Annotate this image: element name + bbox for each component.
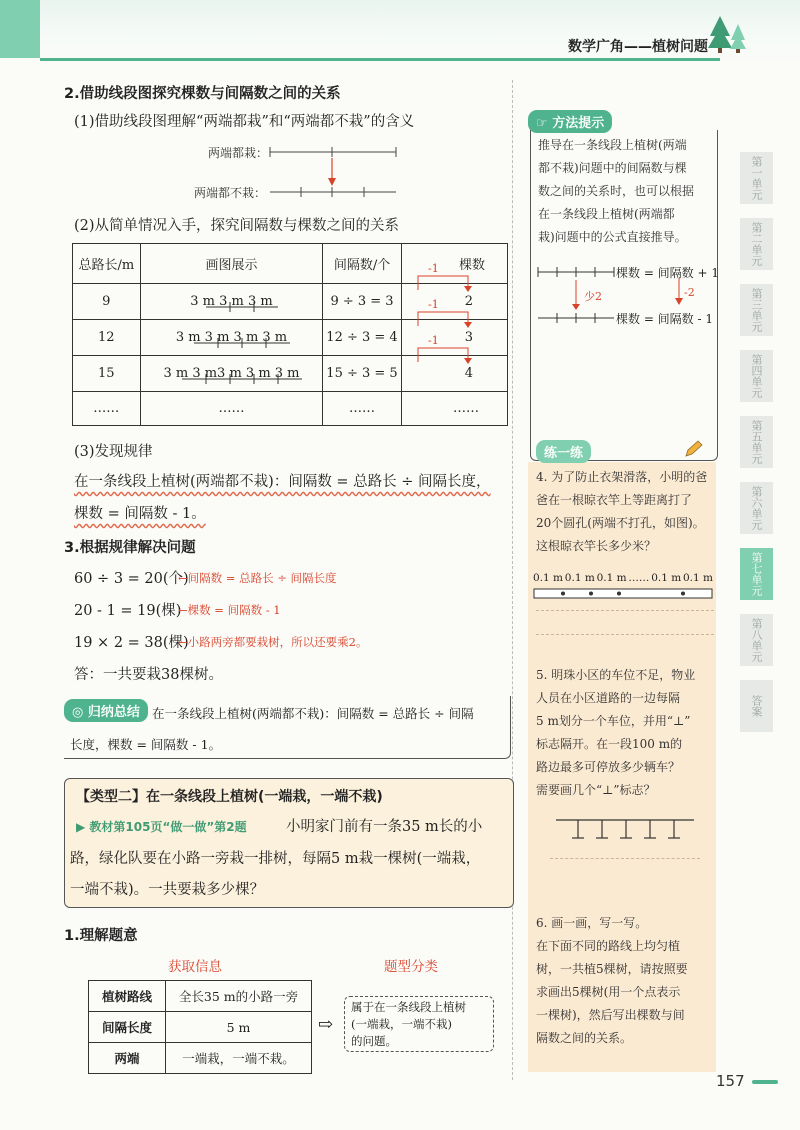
answer-line (536, 634, 714, 635)
label-no-ends: 两端都不栽： (194, 186, 267, 200)
minus-one-label: -1 (428, 334, 439, 347)
hand-icon: ☞ (536, 116, 553, 131)
classify-line: (一端栽，一端不栽) (351, 1017, 452, 1031)
info-value: 一端栽，一端不栽。 (166, 1043, 312, 1074)
cell-trees: 2 (401, 284, 507, 320)
method-text (538, 134, 714, 249)
less2-label: 少2 (584, 290, 602, 303)
q4-line: 爸在一根晾衣竿上等距离打了 (536, 493, 693, 507)
cell-len: …… (73, 392, 141, 426)
step1: 60 ÷ 3 = 20(个) (74, 571, 189, 587)
summary-tag-icon: ◎ (72, 705, 88, 720)
step2: 20 - 1 = 19(棵) (74, 603, 182, 619)
q6-line: 隔数之间的关系。 (536, 1031, 633, 1045)
type2-ref: ▶ 教材第105页“做一做”第2题 (76, 820, 247, 834)
draw-label: 3 m 3 m 3 m (190, 294, 273, 309)
method-line: 栽)问题中的公式直接推导。 (538, 230, 687, 244)
cell-calc: …… (323, 392, 401, 426)
minus-one-arrows (410, 256, 480, 376)
cell-draw: …… (140, 392, 323, 426)
minus2-label: -2 (684, 286, 695, 299)
q4-label: …… (628, 572, 650, 584)
q4-label: 0.1 m (596, 572, 627, 584)
column-divider (512, 80, 514, 1080)
rule-line2: 棵数 = 间隔数 - 1。 (74, 506, 206, 522)
type2-line1: 小明家门前有一条35 m长的小 (286, 819, 483, 835)
q5-text (536, 664, 714, 802)
tab-unit-6[interactable]: 第六单元 (740, 482, 773, 534)
q4-label: 0.1 m (651, 572, 682, 584)
q4-labels (533, 572, 713, 584)
cell-len: 12 (73, 320, 141, 356)
header-title: 数学广角——植树问题 (568, 39, 708, 55)
q5-line: 标志隔开。在一段100 m的 (536, 737, 683, 751)
formula2: 棵数 = 间隔数 - 1 (616, 312, 714, 326)
cell-calc: 15 ÷ 3 = 5 (323, 356, 401, 392)
tab-unit-8[interactable]: 第八单元 (740, 614, 773, 666)
type2-title: 【类型二】在一条线段上植树(一端栽，一端不栽) (76, 789, 383, 805)
tab-unit-7[interactable]: 第七单元 (740, 548, 773, 600)
info-label: 获取信息 (168, 959, 222, 975)
page-number-bar (752, 1080, 778, 1084)
tab-unit-5[interactable]: 第五单元 (740, 416, 773, 468)
draw-label: 3 m 3 m 3 m 3 m (175, 330, 288, 345)
info-key: 植树路线 (89, 981, 166, 1012)
q6-text (536, 912, 714, 1050)
info-table (88, 980, 312, 1074)
step3: 19 × 2 = 38(棵) (74, 635, 189, 651)
answer: 答：一共要栽38棵树。 (74, 667, 223, 683)
tab-unit-2[interactable]: 第二单元 (740, 218, 773, 270)
formula1: 棵数 = 间隔数 + 1 (616, 266, 720, 280)
draw-label: 3 m 3 m3 m 3 m 3 m (163, 366, 300, 381)
cell-calc: 9 ÷ 3 = 3 (323, 284, 401, 320)
method-line: 在一条线段上植树(两端都 (538, 207, 675, 221)
tab-unit-1[interactable]: 第一单元 (740, 152, 773, 204)
page-number: 157 (716, 1072, 745, 1090)
q6-line: 树，一共植5棵树，请按照要 (536, 962, 688, 976)
q4-label: 0.1 m (682, 572, 713, 584)
minus-one-label: -1 (428, 262, 439, 275)
q5-line: 路边最多可停放多少辆车？ (536, 760, 681, 774)
th-length: 总路长/m (73, 244, 141, 284)
cell-calc: 12 ÷ 3 = 4 (323, 320, 401, 356)
q5-line: 5 m划分一个车位，并用“⊥” (536, 714, 691, 728)
summary-tag (64, 699, 148, 722)
q6-line: 6. 画一画，写一写。 (536, 916, 648, 930)
classify-line: 的问题。 (351, 1034, 397, 1048)
method-segments (536, 262, 616, 332)
table-segment-drawings (142, 283, 338, 393)
section2-title: 2.借助线段图探究棵数与间隔数之间的关系 (64, 86, 341, 102)
cell-len: 9 (73, 284, 141, 320)
method-line: 数之间的关系时，也可以根据 (538, 184, 695, 198)
parking-mark-diagram (550, 814, 700, 844)
header-color-bar (0, 0, 40, 58)
th-intervals: 间隔数/个 (323, 244, 401, 284)
answer-line (550, 858, 700, 859)
info-key: 两端 (89, 1043, 166, 1074)
cell-trees: 4 (401, 356, 507, 392)
q4-label: 0.1 m (533, 572, 563, 584)
q6-line: 一棵树)，然后写出棵数与间 (536, 1008, 685, 1022)
step1-note: ←间隔数 = 总路长 ÷ 间隔长度 (178, 571, 337, 585)
method-line: 都不栽)问题中的间隔数与棵 (538, 161, 687, 175)
minus-one-label: -1 (428, 298, 439, 311)
q4-line: 4. 为了防止衣架滑落，小明的爸 (536, 470, 708, 484)
clothes-pole-diagram (533, 587, 713, 601)
q4-label: 0.1 m (564, 572, 595, 584)
tab-unit-4[interactable]: 第四单元 (740, 350, 773, 402)
q4-line: 这根晾衣竿长多少米？ (536, 539, 657, 553)
tab-unit-3[interactable]: 第三单元 (740, 284, 773, 336)
info-value: 全长35 m的小路一旁 (166, 981, 312, 1012)
classify-box (344, 996, 494, 1052)
type2-line3: 一端不栽)。一共要栽多少棵？ (70, 882, 265, 898)
arrow-right-icon: ⇨ (318, 1014, 334, 1035)
label-both-ends: 两端都栽： (208, 146, 269, 160)
section2-sub2: (2)从简单情况入手，探究间隔数与棵数之间的关系 (74, 218, 400, 234)
summary-tag-label: 归纳总结 (87, 705, 140, 720)
th-trees: 棵数 (401, 244, 507, 284)
cell-len: 15 (73, 356, 141, 392)
q5-line: 人员在小区道路的一边每隔 (536, 691, 681, 705)
cell-trees: …… (401, 392, 507, 426)
segment-no-ends (268, 184, 398, 200)
method-tag-label: 方法提示 (552, 116, 605, 131)
section2-sub1: (1)借助线段图理解“两端都栽”和“两端都不栽”的含义 (74, 114, 415, 130)
summary-line1: 在一条线段上植树(两端都不栽)：间隔数 = 总路长 ÷ 间隔 (152, 706, 474, 721)
tree-icon (706, 14, 748, 54)
tab-answers[interactable]: 答案 (740, 680, 773, 732)
q4-line: 20个圆孔(两端不打孔，如图)。 (536, 516, 705, 530)
q4-text (536, 466, 714, 558)
type2-line2: 路，绿化队要在小路一旁栽一排树，每隔5 m栽一棵树(一端栽， (70, 851, 481, 867)
step2-note: ←棵数 = 间隔数 - 1 (178, 603, 281, 617)
method-line: 推导在一条线段上植树(两端 (538, 138, 687, 152)
classify-line: 属于在一条线段上植树 (351, 1000, 466, 1014)
answer-line (536, 610, 714, 611)
q6-line: 求画出5棵树(用一个点表示 (536, 985, 681, 999)
section2-sub3: (3)发现规律 (74, 444, 153, 460)
info-key: 间隔长度 (89, 1012, 166, 1043)
understand-title: 1.理解题意 (64, 928, 138, 944)
type-label: 题型分类 (384, 959, 438, 975)
summary-line2: 长度，棵数 = 间隔数 - 1。 (70, 737, 222, 752)
practice-tag: 练一练 (536, 440, 591, 463)
pencil-icon (684, 440, 704, 458)
q5-line: 5. 明珠小区的车位不足，物业 (536, 668, 696, 682)
section3-title: 3.根据规律解决问题 (64, 540, 196, 556)
q5-line: 需要画几个“⊥”标志？ (536, 783, 656, 797)
step3-note: ←小路两旁都要栽树，所以还要乘2。 (178, 635, 368, 649)
th-drawing: 画图展示 (140, 244, 323, 284)
info-value: 5 m (166, 1012, 312, 1043)
rule-line1: 在一条线段上植树(两端都不栽)：间隔数 = 总路长 ÷ 间隔长度， (74, 474, 491, 490)
q6-line: 在下面不同的路线上均匀植 (536, 939, 681, 953)
header-underline (40, 58, 720, 61)
cell-trees: 3 (401, 320, 507, 356)
